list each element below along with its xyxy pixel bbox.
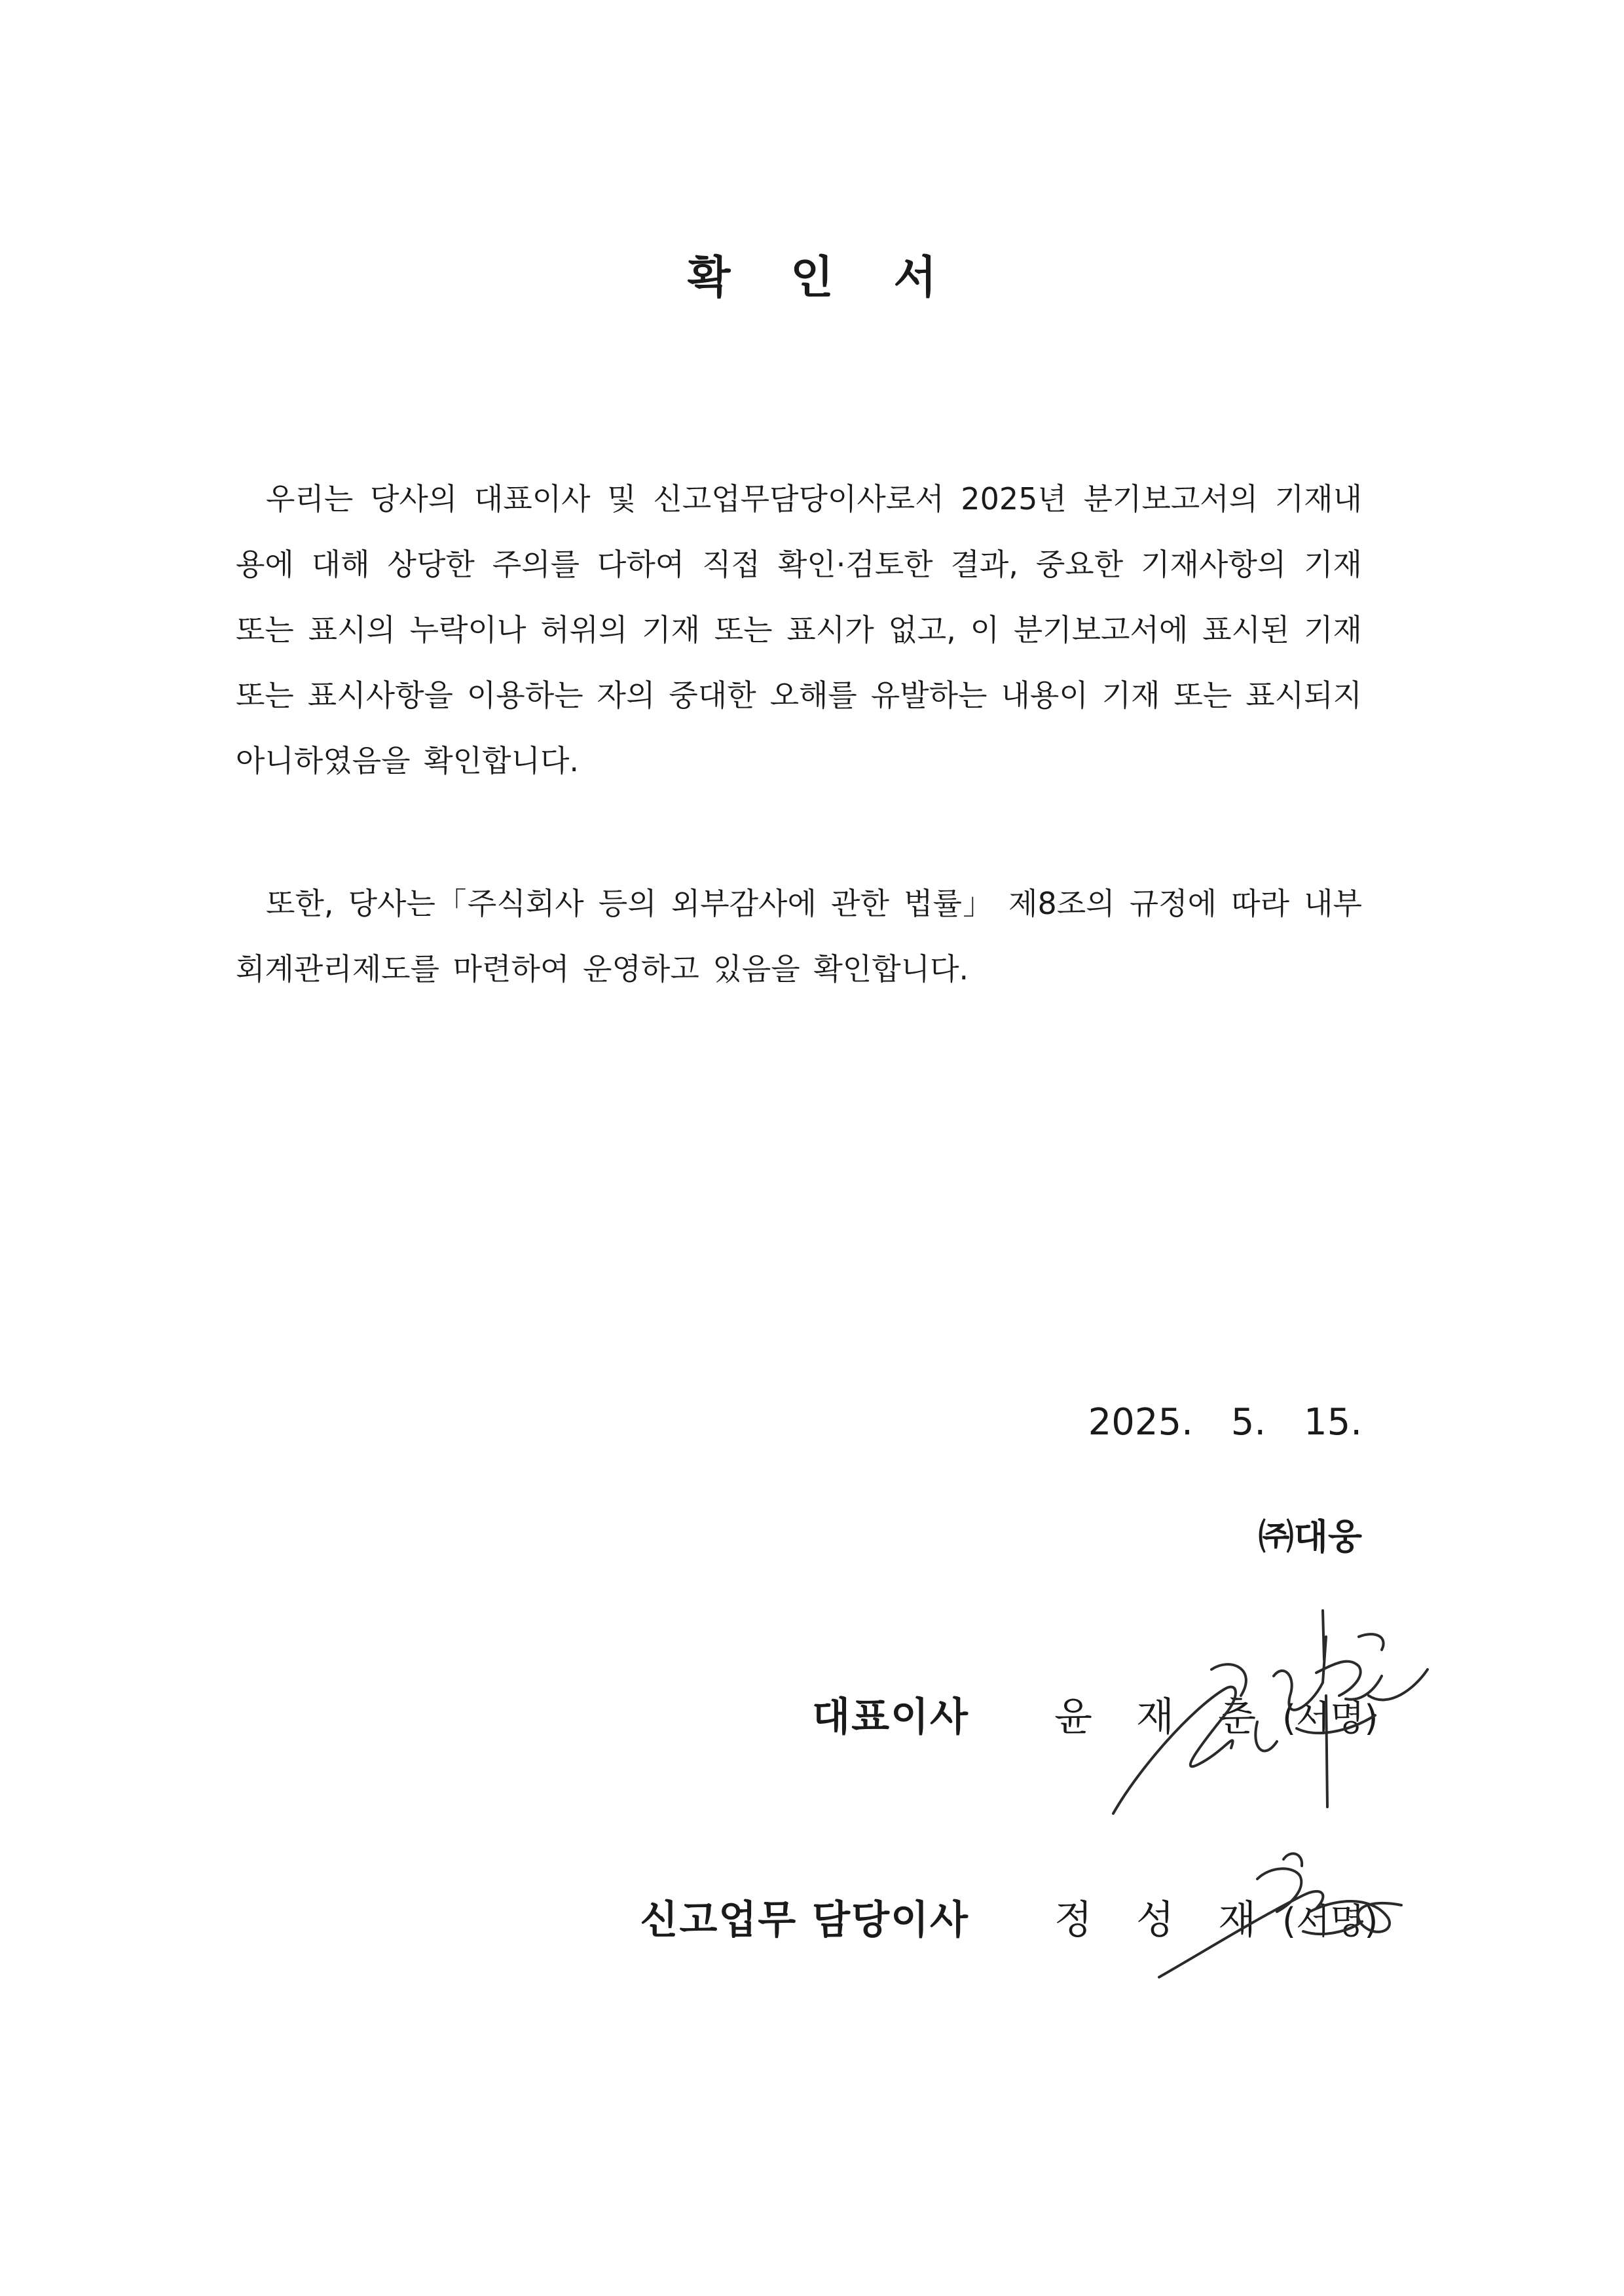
disclosure-officer-title: 신고업무 담당이사 bbox=[640, 1897, 969, 1943]
internal-control-paragraph: 또한, 당사는「주식회사 등의 외부감사에 관한 법률」 제8조의 규정에 따라 내부회계관리제도를 마련하여 운영하고 있음을 확인합니다. bbox=[236, 886, 1362, 987]
ceo-signature-mark: (서명) bbox=[1282, 1698, 1378, 1739]
company-name: ㈜대웅 bbox=[1258, 1516, 1362, 1558]
disclosure-officer-signature-mark: (서명) bbox=[1282, 1901, 1378, 1942]
ceo-name-line bbox=[1054, 1686, 1378, 1742]
ceo-name: 윤 재 춘 bbox=[1054, 1694, 1272, 1740]
document-title: 확 인 서 bbox=[687, 252, 959, 304]
disclosure-officer-name: 정 성 재 bbox=[1054, 1897, 1272, 1943]
confirmation-paragraph: 우리는 당사의 대표이사 및 신고업무담당이사로서 2025년 분기보고서의 기재내용에 대해 상당한 주의를 다하여 직접 확인·검토한 결과, 중요한 기재사항의 기재 또는 표시의 누락이나 허위의 기재 또는 표시가 없고, 이 분기보고서에 표시된 기재 또는 표시사항을 이용하는 자의 중대한 오해를 유발하는 내용이 기재 또는 표시되지 아니하였음을 확인합니다. bbox=[236, 481, 1362, 778]
ceo-title: 대표이사 bbox=[812, 1694, 969, 1740]
document-date: 2025. 5. 15. bbox=[1088, 1401, 1362, 1444]
disclosure-officer-name-line bbox=[1054, 1889, 1378, 1945]
